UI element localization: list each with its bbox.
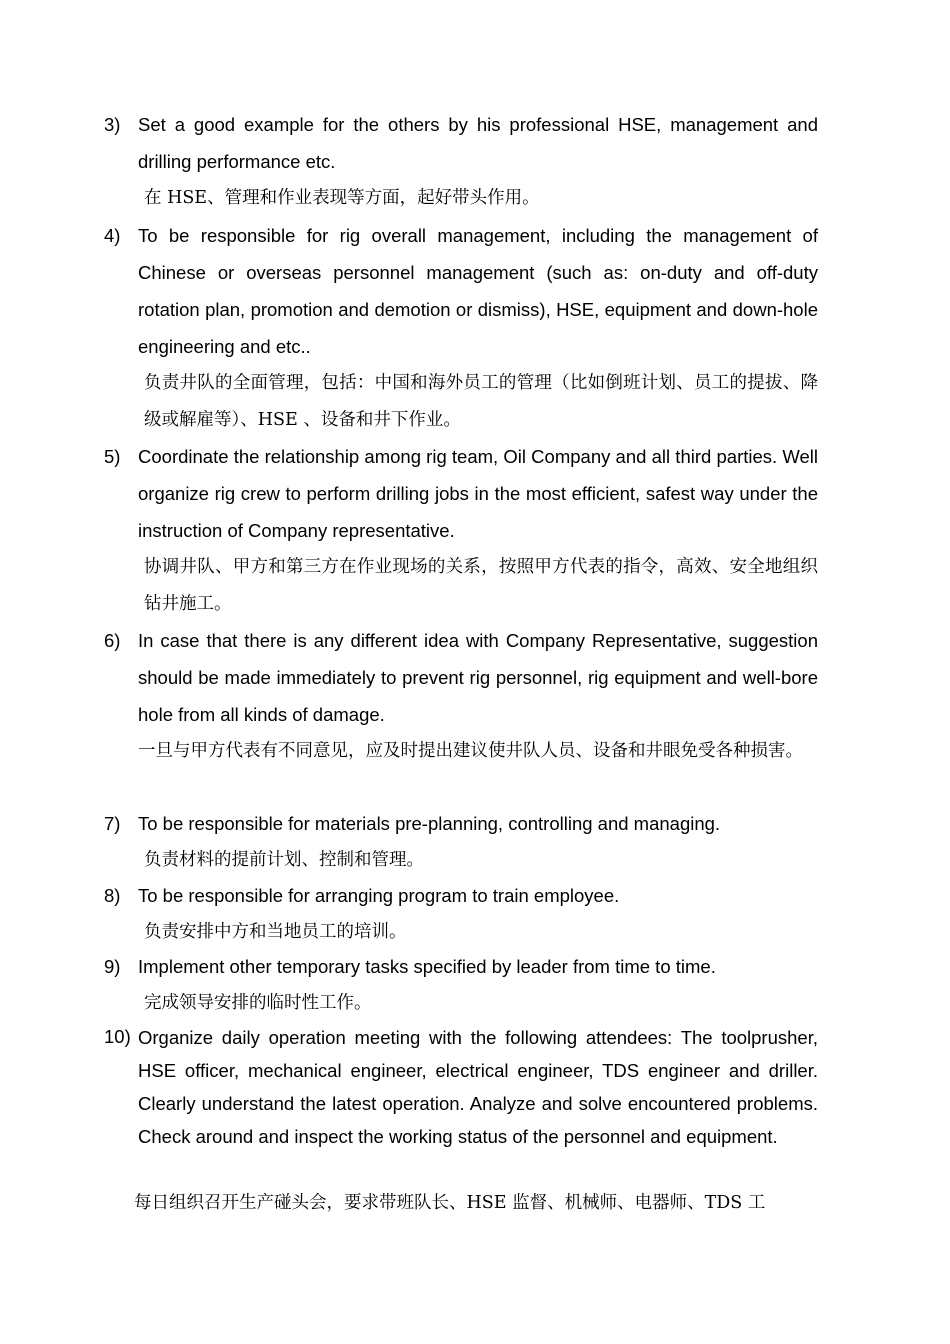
item-number: 7) — [104, 813, 121, 834]
item-chinese-text: 负责井队的全面管理，包括：中国和海外员工的管理（比如倒班计划、员工的提拔、降级或解雇等）、HSE 、设备和井下作业。 — [144, 373, 818, 430]
item-number: 6) — [104, 630, 121, 651]
item-english-text: To be responsible for materials pre-planning, controlling and managing. — [138, 813, 721, 834]
item-chinese-text: 负责材料的提前计划、控制和管理。 — [144, 850, 424, 870]
item-english-text: Coordinate the relationship among rig team, Oil Company and all third parties. Well organize rig crew to perform drilling jobs in the most efficient, safest way under the instruction of Company representative. — [138, 446, 818, 541]
item-chinese-text: 完成领导安排的临时性工作。 — [144, 993, 372, 1013]
item-chinese-text: 协调井队、甲方和第三方在作业现场的关系，按照甲方代表的指令，高效、安全地组织钻井施工。 — [144, 557, 818, 614]
item-number: 8) — [104, 885, 121, 906]
item-english-text: Organize daily operation meeting with the following attendees: The toolprusher, HSE officer, mechanical engineer, electrical engineer, TDS engineer and driller. Clearly understand the latest operation. Analyze and solve encountered problems. Check around and inspect the working status of the personnel and equipment. — [138, 1027, 818, 1147]
item-chinese-text: 负责安排中方和当地员工的培训。 — [144, 922, 407, 942]
item-number: 4) — [104, 225, 121, 246]
item-chinese-text: 在 HSE、管理和作业表现等方面，起好带头作用。 — [144, 188, 540, 208]
item-english-text: To be responsible for arranging program to train employee. — [138, 885, 620, 906]
item-english-text: To be responsible for rig overall management, including the management of Chinese or overseas personnel management (such as: on-duty and off-duty rotation plan, promotion and demotion or dismiss), HSE, equipment and down-hole engineering and etc.. — [138, 225, 818, 357]
item-chinese-text: 一旦与甲方代表有不同意见，应及时提出建议使井队人员、设备和井眼免受各种损害。 — [138, 741, 803, 761]
item-number: 5) — [104, 446, 121, 467]
item-english-text: Set a good example for the others by his professional HSE, management and drilling performance etc. — [138, 114, 818, 172]
item-chinese-text: 每日组织召开生产碰头会，要求带班队长、HSE 监督、机械师、电器师、TDS 工 — [134, 1193, 766, 1213]
item-number: 10) — [104, 1026, 131, 1047]
item-english-text: In case that there is any different idea with Company Representative, suggestion should be made immediately to prevent rig personnel, rig equipment and well-bore hole from all kinds of damage. — [138, 630, 818, 725]
item-number: 9) — [104, 956, 121, 977]
item-english-text: Implement other temporary tasks specified by leader from time to time. — [138, 956, 716, 977]
item-number: 3) — [104, 114, 121, 135]
